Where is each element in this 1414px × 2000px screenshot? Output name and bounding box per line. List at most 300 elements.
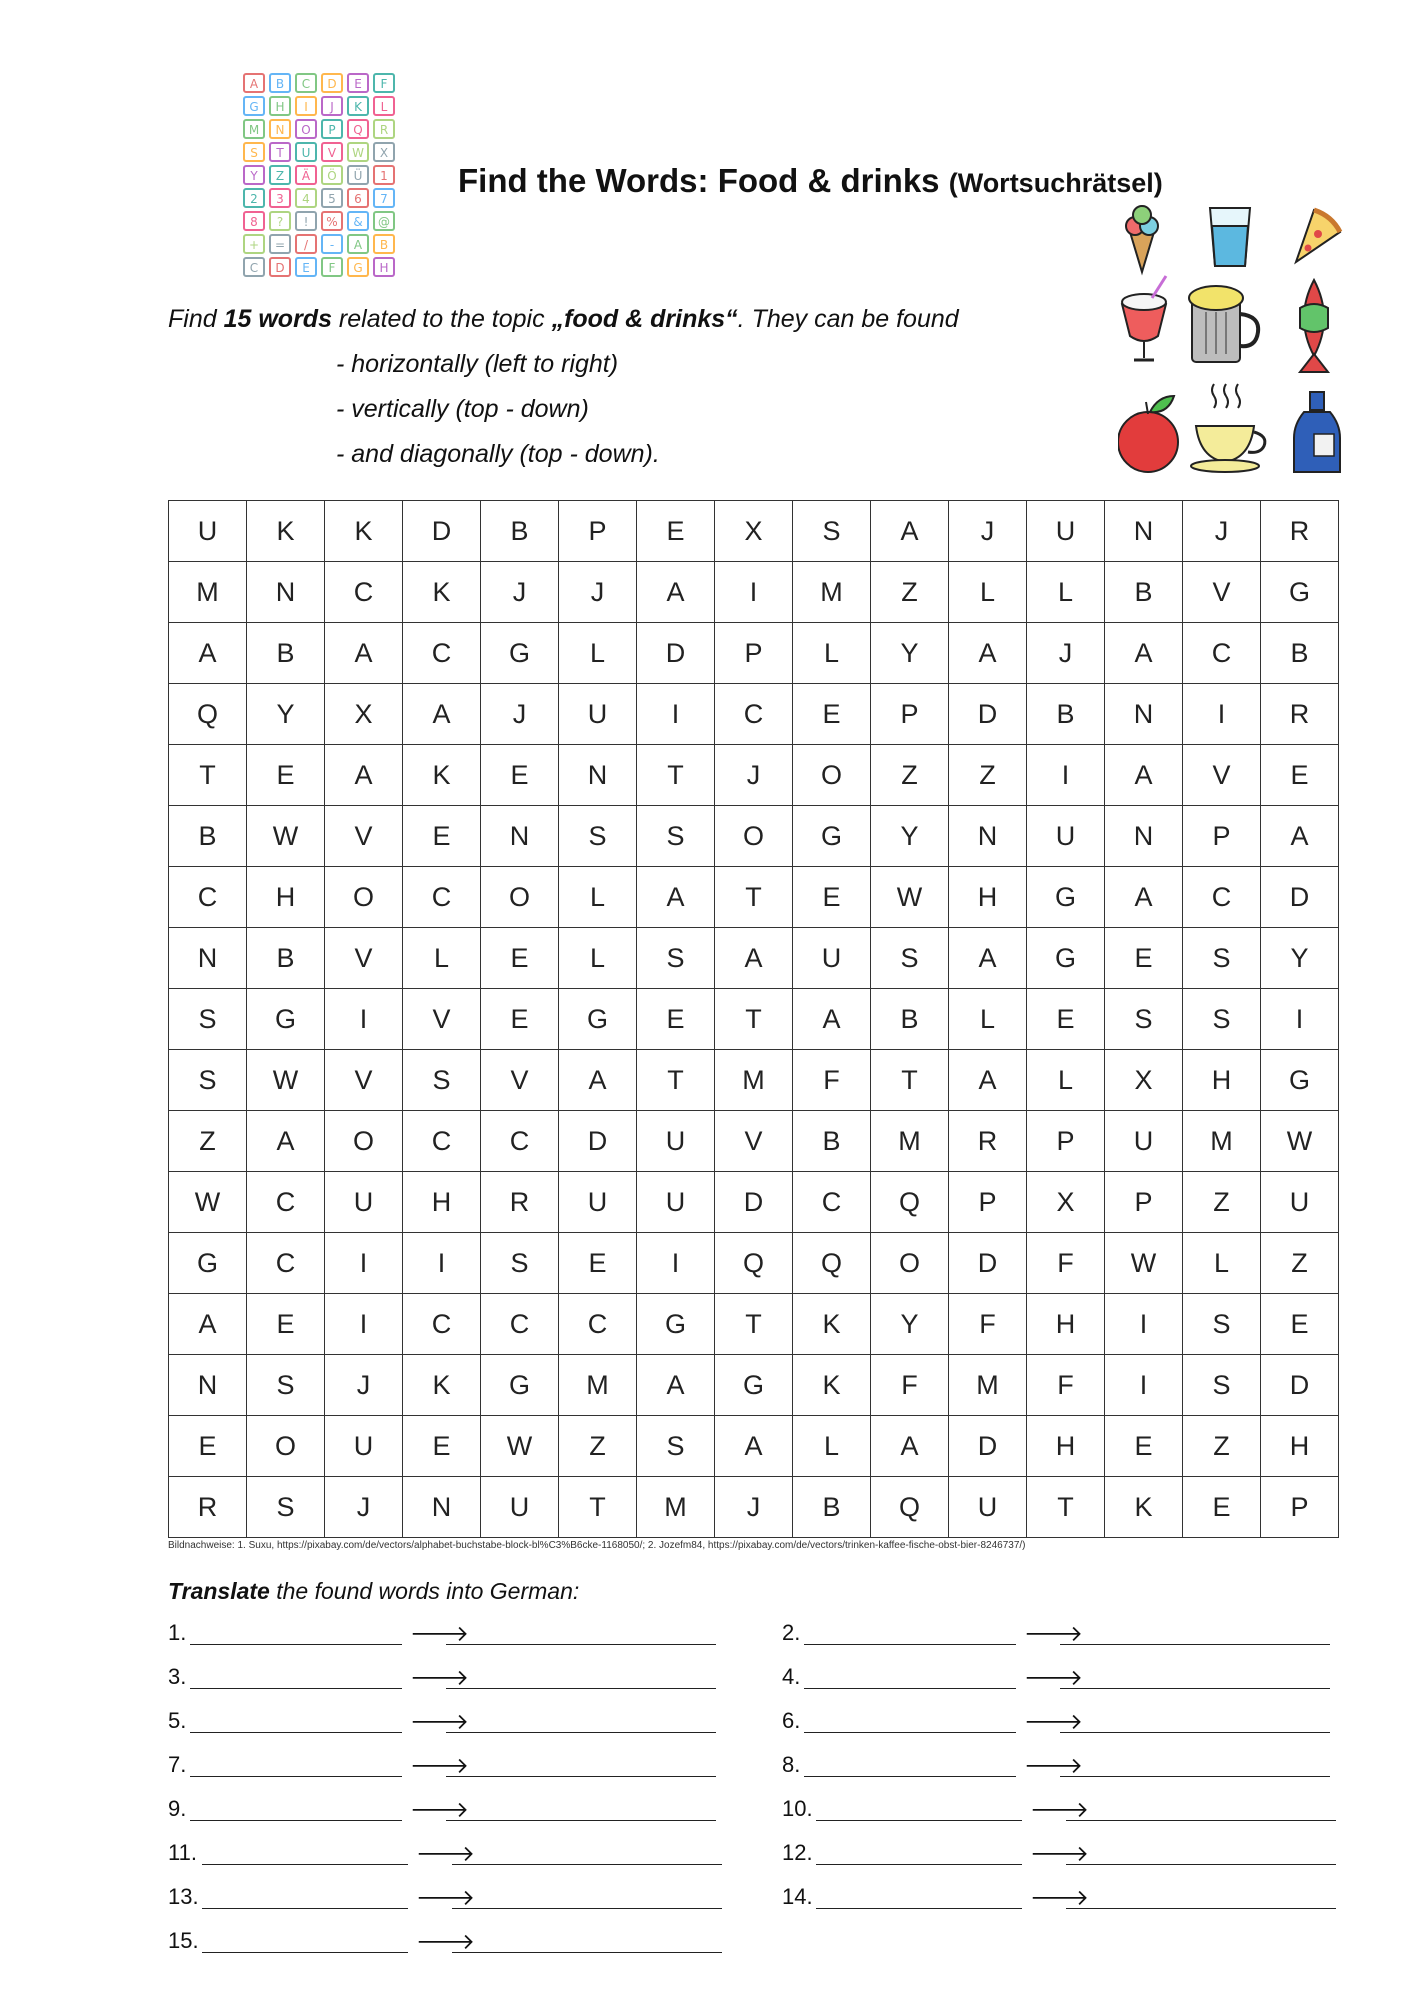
- grid-cell[interactable]: K: [247, 501, 325, 562]
- grid-cell[interactable]: J: [715, 745, 793, 806]
- grid-cell[interactable]: Z: [1261, 1233, 1339, 1294]
- grid-cell[interactable]: E: [481, 989, 559, 1050]
- english-word-blank[interactable]: [202, 1864, 408, 1865]
- grid-cell[interactable]: J: [325, 1477, 403, 1538]
- grid-cell[interactable]: N: [559, 745, 637, 806]
- grid-cell[interactable]: H: [247, 867, 325, 928]
- grid-cell[interactable]: A: [325, 623, 403, 684]
- grid-cell[interactable]: Y: [871, 806, 949, 867]
- grid-cell[interactable]: B: [793, 1477, 871, 1538]
- grid-cell[interactable]: N: [1105, 684, 1183, 745]
- grid-cell[interactable]: O: [325, 1111, 403, 1172]
- grid-cell[interactable]: C: [403, 1111, 481, 1172]
- english-word-blank[interactable]: [816, 1820, 1022, 1821]
- grid-cell[interactable]: S: [637, 928, 715, 989]
- grid-cell[interactable]: E: [1105, 1416, 1183, 1477]
- grid-cell[interactable]: T: [715, 867, 793, 928]
- grid-cell[interactable]: T: [871, 1050, 949, 1111]
- grid-cell[interactable]: V: [1183, 562, 1261, 623]
- grid-cell[interactable]: A: [949, 1050, 1027, 1111]
- grid-cell[interactable]: A: [247, 1111, 325, 1172]
- grid-cell[interactable]: I: [1261, 989, 1339, 1050]
- grid-cell[interactable]: J: [481, 684, 559, 745]
- german-word-blank[interactable]: [1066, 1908, 1336, 1909]
- grid-cell[interactable]: C: [1183, 867, 1261, 928]
- grid-cell[interactable]: G: [715, 1355, 793, 1416]
- grid-cell[interactable]: F: [1027, 1355, 1105, 1416]
- grid-cell[interactable]: U: [1027, 501, 1105, 562]
- german-word-blank[interactable]: [1060, 1732, 1330, 1733]
- grid-cell[interactable]: R: [1261, 501, 1339, 562]
- grid-cell[interactable]: O: [247, 1416, 325, 1477]
- grid-cell[interactable]: L: [793, 623, 871, 684]
- german-word-blank[interactable]: [446, 1776, 716, 1777]
- grid-cell[interactable]: J: [715, 1477, 793, 1538]
- english-word-blank[interactable]: [202, 1952, 408, 1953]
- grid-cell[interactable]: T: [559, 1477, 637, 1538]
- grid-cell[interactable]: A: [403, 684, 481, 745]
- grid-cell[interactable]: W: [247, 806, 325, 867]
- grid-cell[interactable]: Z: [1183, 1416, 1261, 1477]
- grid-cell[interactable]: I: [1105, 1294, 1183, 1355]
- grid-cell[interactable]: O: [325, 867, 403, 928]
- grid-cell[interactable]: L: [1027, 562, 1105, 623]
- grid-cell[interactable]: U: [169, 501, 247, 562]
- grid-cell[interactable]: K: [403, 1355, 481, 1416]
- grid-cell[interactable]: U: [325, 1416, 403, 1477]
- english-word-blank[interactable]: [190, 1776, 402, 1777]
- grid-cell[interactable]: E: [403, 1416, 481, 1477]
- grid-cell[interactable]: T: [637, 1050, 715, 1111]
- grid-cell[interactable]: S: [1183, 1294, 1261, 1355]
- grid-cell[interactable]: A: [1105, 745, 1183, 806]
- grid-cell[interactable]: P: [1027, 1111, 1105, 1172]
- german-word-blank[interactable]: [1060, 1688, 1330, 1689]
- grid-cell[interactable]: T: [637, 745, 715, 806]
- english-word-blank[interactable]: [190, 1820, 402, 1821]
- grid-cell[interactable]: M: [169, 562, 247, 623]
- svg-text:D: D: [327, 77, 337, 91]
- grid-cell[interactable]: W: [871, 867, 949, 928]
- german-word-blank[interactable]: [452, 1864, 722, 1865]
- grid-cell[interactable]: E: [1105, 928, 1183, 989]
- grid-cell[interactable]: B: [871, 989, 949, 1050]
- grid-cell[interactable]: D: [949, 1416, 1027, 1477]
- grid-cell[interactable]: S: [169, 989, 247, 1050]
- grid-cell[interactable]: S: [793, 501, 871, 562]
- german-word-blank[interactable]: [446, 1644, 716, 1645]
- grid-cell[interactable]: B: [481, 501, 559, 562]
- grid-cell[interactable]: M: [637, 1477, 715, 1538]
- grid-cell[interactable]: H: [1183, 1050, 1261, 1111]
- grid-cell[interactable]: V: [325, 806, 403, 867]
- grid-cell[interactable]: S: [247, 1477, 325, 1538]
- german-word-blank[interactable]: [446, 1820, 716, 1821]
- grid-cell[interactable]: D: [715, 1172, 793, 1233]
- grid-cell[interactable]: E: [793, 684, 871, 745]
- grid-cell[interactable]: E: [403, 806, 481, 867]
- grid-cell[interactable]: B: [169, 806, 247, 867]
- grid-cell[interactable]: K: [793, 1294, 871, 1355]
- grid-cell[interactable]: E: [637, 989, 715, 1050]
- grid-cell[interactable]: S: [559, 806, 637, 867]
- grid-cell[interactable]: U: [1105, 1111, 1183, 1172]
- grid-cell[interactable]: C: [403, 867, 481, 928]
- grid-cell[interactable]: P: [1183, 806, 1261, 867]
- svg-text:O: O: [301, 123, 311, 137]
- grid-cell[interactable]: Z: [871, 562, 949, 623]
- grid-cell[interactable]: M: [559, 1355, 637, 1416]
- grid-cell[interactable]: E: [793, 867, 871, 928]
- answer-number: 3.: [168, 1664, 187, 1689]
- grid-cell[interactable]: E: [481, 745, 559, 806]
- grid-cell[interactable]: U: [559, 684, 637, 745]
- grid-cell[interactable]: B: [793, 1111, 871, 1172]
- grid-cell[interactable]: T: [715, 1294, 793, 1355]
- grid-cell[interactable]: Y: [1261, 928, 1339, 989]
- grid-cell[interactable]: S: [169, 1050, 247, 1111]
- grid-cell[interactable]: A: [169, 623, 247, 684]
- grid-cell[interactable]: J: [325, 1355, 403, 1416]
- grid-cell[interactable]: R: [1261, 684, 1339, 745]
- grid-cell[interactable]: N: [169, 1355, 247, 1416]
- grid-cell[interactable]: Z: [949, 745, 1027, 806]
- grid-cell[interactable]: C: [247, 1172, 325, 1233]
- grid-cell[interactable]: V: [325, 928, 403, 989]
- grid-cell[interactable]: A: [871, 1416, 949, 1477]
- grid-cell[interactable]: E: [1261, 1294, 1339, 1355]
- grid-cell[interactable]: A: [949, 623, 1027, 684]
- english-word-blank[interactable]: [804, 1776, 1016, 1777]
- grid-cell[interactable]: E: [169, 1416, 247, 1477]
- grid-row: [169, 1233, 1339, 1294]
- grid-cell[interactable]: E: [559, 1233, 637, 1294]
- grid-cell[interactable]: N: [481, 806, 559, 867]
- grid-cell[interactable]: G: [1261, 1050, 1339, 1111]
- grid-cell[interactable]: G: [247, 989, 325, 1050]
- grid-cell[interactable]: C: [1183, 623, 1261, 684]
- grid-cell[interactable]: E: [481, 928, 559, 989]
- german-word-blank[interactable]: [452, 1908, 722, 1909]
- english-word-blank[interactable]: [816, 1864, 1022, 1865]
- grid-cell[interactable]: J: [481, 562, 559, 623]
- grid-cell[interactable]: O: [871, 1233, 949, 1294]
- grid-cell[interactable]: P: [715, 623, 793, 684]
- grid-cell[interactable]: K: [793, 1355, 871, 1416]
- grid-cell[interactable]: H: [949, 867, 1027, 928]
- grid-cell[interactable]: M: [793, 562, 871, 623]
- grid-cell[interactable]: T: [715, 989, 793, 1050]
- grid-cell[interactable]: Z: [871, 745, 949, 806]
- beer-mug-icon: [1189, 286, 1258, 362]
- grid-cell[interactable]: O: [793, 745, 871, 806]
- grid-cell[interactable]: U: [559, 1172, 637, 1233]
- fish-icon: [1300, 280, 1328, 372]
- grid-cell[interactable]: U: [949, 1477, 1027, 1538]
- grid-cell[interactable]: C: [793, 1172, 871, 1233]
- grid-cell[interactable]: G: [559, 989, 637, 1050]
- grid-cell[interactable]: V: [325, 1050, 403, 1111]
- grid-cell[interactable]: L: [559, 928, 637, 989]
- grid-cell[interactable]: H: [1027, 1416, 1105, 1477]
- english-word-blank[interactable]: [804, 1688, 1016, 1689]
- grid-cell[interactable]: L: [949, 989, 1027, 1050]
- grid-cell[interactable]: D: [637, 623, 715, 684]
- grid-cell[interactable]: L: [1027, 1050, 1105, 1111]
- grid-cell[interactable]: W: [247, 1050, 325, 1111]
- grid-cell[interactable]: M: [871, 1111, 949, 1172]
- grid-cell[interactable]: E: [1183, 1477, 1261, 1538]
- grid-cell[interactable]: U: [481, 1477, 559, 1538]
- grid-cell[interactable]: I: [637, 684, 715, 745]
- grid-cell[interactable]: D: [949, 684, 1027, 745]
- grid-cell[interactable]: A: [637, 562, 715, 623]
- grid-cell[interactable]: C: [559, 1294, 637, 1355]
- grid-cell[interactable]: N: [1105, 806, 1183, 867]
- grid-cell[interactable]: Y: [247, 684, 325, 745]
- english-word-blank[interactable]: [804, 1644, 1016, 1645]
- grid-cell[interactable]: I: [325, 1294, 403, 1355]
- german-word-blank[interactable]: [446, 1732, 716, 1733]
- grid-cell[interactable]: A: [1105, 623, 1183, 684]
- english-word-blank[interactable]: [190, 1732, 402, 1733]
- english-word-blank[interactable]: [816, 1908, 1022, 1909]
- grid-cell[interactable]: G: [481, 1355, 559, 1416]
- grid-cell[interactable]: Q: [871, 1172, 949, 1233]
- english-word-blank[interactable]: [202, 1908, 408, 1909]
- grid-cell[interactable]: A: [1105, 867, 1183, 928]
- german-word-blank[interactable]: [1066, 1864, 1336, 1865]
- grid-cell[interactable]: I: [403, 1233, 481, 1294]
- grid-cell[interactable]: I: [1183, 684, 1261, 745]
- grid-cell[interactable]: J: [949, 501, 1027, 562]
- grid-cell[interactable]: S: [1183, 1355, 1261, 1416]
- grid-cell[interactable]: M: [1183, 1111, 1261, 1172]
- grid-cell[interactable]: N: [949, 806, 1027, 867]
- arrow-right-icon: 🡒: [410, 1709, 469, 1734]
- grid-cell[interactable]: U: [1261, 1172, 1339, 1233]
- english-word-blank[interactable]: [190, 1644, 402, 1645]
- grid-cell[interactable]: A: [637, 1355, 715, 1416]
- grid-cell[interactable]: A: [559, 1050, 637, 1111]
- grid-cell[interactable]: U: [637, 1111, 715, 1172]
- grid-cell[interactable]: F: [949, 1294, 1027, 1355]
- grid-cell[interactable]: W: [1105, 1233, 1183, 1294]
- grid-cell[interactable]: I: [325, 989, 403, 1050]
- grid-cell[interactable]: T: [169, 745, 247, 806]
- grid-cell[interactable]: L: [559, 867, 637, 928]
- grid-cell[interactable]: X: [715, 501, 793, 562]
- grid-cell[interactable]: U: [793, 928, 871, 989]
- grid-cell[interactable]: A: [715, 1416, 793, 1477]
- grid-cell[interactable]: C: [481, 1294, 559, 1355]
- grid-cell[interactable]: I: [637, 1233, 715, 1294]
- grid-cell[interactable]: J: [1027, 623, 1105, 684]
- arrow-right-icon: 🡒: [416, 1885, 475, 1910]
- grid-cell[interactable]: W: [1261, 1111, 1339, 1172]
- grid-cell[interactable]: A: [637, 867, 715, 928]
- german-word-blank[interactable]: [1060, 1776, 1330, 1777]
- grid-cell[interactable]: I: [1105, 1355, 1183, 1416]
- svg-text:-: -: [329, 238, 335, 252]
- grid-cell[interactable]: E: [1027, 989, 1105, 1050]
- grid-cell[interactable]: L: [1183, 1233, 1261, 1294]
- letter-block: [322, 212, 342, 230]
- grid-cell[interactable]: A: [793, 989, 871, 1050]
- grid-cell[interactable]: D: [559, 1111, 637, 1172]
- grid-cell[interactable]: V: [481, 1050, 559, 1111]
- grid-cell[interactable]: F: [871, 1355, 949, 1416]
- grid-cell[interactable]: S: [1183, 989, 1261, 1050]
- grid-cell[interactable]: B: [1027, 684, 1105, 745]
- grid-cell[interactable]: A: [325, 745, 403, 806]
- grid-cell[interactable]: D: [403, 501, 481, 562]
- grid-cell[interactable]: S: [871, 928, 949, 989]
- grid-cell[interactable]: K: [325, 501, 403, 562]
- grid-cell[interactable]: B: [1261, 623, 1339, 684]
- grid-cell[interactable]: T: [1027, 1477, 1105, 1538]
- grid-cell[interactable]: A: [871, 501, 949, 562]
- german-word-blank[interactable]: [446, 1688, 716, 1689]
- german-word-blank[interactable]: [1060, 1644, 1330, 1645]
- grid-cell[interactable]: F: [793, 1050, 871, 1111]
- grid-cell[interactable]: H: [1027, 1294, 1105, 1355]
- grid-cell[interactable]: B: [1105, 562, 1183, 623]
- grid-cell[interactable]: G: [793, 806, 871, 867]
- grid-cell[interactable]: E: [247, 745, 325, 806]
- grid-cell[interactable]: A: [169, 1294, 247, 1355]
- grid-cell[interactable]: S: [1183, 928, 1261, 989]
- grid-cell[interactable]: B: [247, 928, 325, 989]
- grid-cell[interactable]: E: [1261, 745, 1339, 806]
- grid-cell[interactable]: G: [481, 623, 559, 684]
- grid-cell[interactable]: P: [1261, 1477, 1339, 1538]
- grid-cell[interactable]: S: [247, 1355, 325, 1416]
- grid-cell[interactable]: S: [481, 1233, 559, 1294]
- grid-cell[interactable]: O: [481, 867, 559, 928]
- grid-cell[interactable]: S: [403, 1050, 481, 1111]
- grid-cell[interactable]: B: [247, 623, 325, 684]
- grid-cell[interactable]: P: [1105, 1172, 1183, 1233]
- grid-cell[interactable]: L: [949, 562, 1027, 623]
- grid-cell[interactable]: Q: [871, 1477, 949, 1538]
- grid-cell[interactable]: H: [1261, 1416, 1339, 1477]
- grid-cell[interactable]: G: [1027, 867, 1105, 928]
- grid-cell[interactable]: Q: [715, 1233, 793, 1294]
- grid-cell[interactable]: K: [403, 562, 481, 623]
- grid-cell[interactable]: C: [169, 867, 247, 928]
- grid-cell[interactable]: A: [949, 928, 1027, 989]
- grid-cell[interactable]: H: [403, 1172, 481, 1233]
- grid-cell[interactable]: V: [1183, 745, 1261, 806]
- german-word-blank[interactable]: [452, 1952, 722, 1953]
- english-word-blank[interactable]: [190, 1688, 402, 1689]
- grid-cell[interactable]: W: [481, 1416, 559, 1477]
- grid-cell[interactable]: K: [1105, 1477, 1183, 1538]
- grid-cell[interactable]: U: [637, 1172, 715, 1233]
- grid-cell[interactable]: V: [403, 989, 481, 1050]
- grid-cell[interactable]: G: [1027, 928, 1105, 989]
- translate-rest: the found words into German:: [269, 1578, 580, 1604]
- grid-cell[interactable]: J: [559, 562, 637, 623]
- grid-cell[interactable]: D: [1261, 867, 1339, 928]
- grid-cell[interactable]: M: [949, 1355, 1027, 1416]
- grid-cell[interactable]: N: [1105, 501, 1183, 562]
- grid-cell[interactable]: O: [715, 806, 793, 867]
- grid-cell[interactable]: F: [1027, 1233, 1105, 1294]
- grid-cell[interactable]: R: [949, 1111, 1027, 1172]
- grid-cell[interactable]: Z: [169, 1111, 247, 1172]
- grid-cell[interactable]: Y: [871, 623, 949, 684]
- grid-cell[interactable]: Z: [1183, 1172, 1261, 1233]
- grid-cell[interactable]: C: [403, 623, 481, 684]
- grid-cell[interactable]: P: [871, 684, 949, 745]
- arrow-right-icon: 🡒: [1030, 1797, 1089, 1822]
- grid-cell[interactable]: W: [169, 1172, 247, 1233]
- grid-cell[interactable]: C: [247, 1233, 325, 1294]
- grid-cell[interactable]: X: [1027, 1172, 1105, 1233]
- grid-cell[interactable]: L: [793, 1416, 871, 1477]
- grid-cell[interactable]: C: [715, 684, 793, 745]
- grid-cell[interactable]: U: [1027, 806, 1105, 867]
- grid-cell[interactable]: J: [1183, 501, 1261, 562]
- grid-cell[interactable]: I: [1027, 745, 1105, 806]
- grid-cell[interactable]: E: [247, 1294, 325, 1355]
- grid-cell[interactable]: S: [1105, 989, 1183, 1050]
- grid-cell[interactable]: S: [637, 806, 715, 867]
- grid-cell[interactable]: L: [559, 623, 637, 684]
- grid-cell[interactable]: Q: [169, 684, 247, 745]
- grid-cell[interactable]: R: [481, 1172, 559, 1233]
- german-word-blank[interactable]: [1066, 1820, 1336, 1821]
- grid-cell[interactable]: N: [169, 928, 247, 989]
- coffee-cup-icon: [1191, 384, 1265, 472]
- grid-cell[interactable]: C: [403, 1294, 481, 1355]
- svg-text:!: !: [303, 215, 309, 229]
- grid-cell[interactable]: G: [1261, 562, 1339, 623]
- grid-cell[interactable]: S: [637, 1416, 715, 1477]
- grid-cell[interactable]: M: [715, 1050, 793, 1111]
- grid-cell[interactable]: Y: [871, 1294, 949, 1355]
- grid-cell[interactable]: N: [403, 1477, 481, 1538]
- english-word-blank[interactable]: [804, 1732, 1016, 1733]
- grid-cell[interactable]: I: [325, 1233, 403, 1294]
- grid-cell[interactable]: P: [559, 501, 637, 562]
- grid-cell[interactable]: K: [403, 745, 481, 806]
- grid-cell[interactable]: C: [325, 562, 403, 623]
- grid-cell[interactable]: L: [403, 928, 481, 989]
- grid-cell[interactable]: D: [949, 1233, 1027, 1294]
- grid-cell[interactable]: A: [715, 928, 793, 989]
- grid-cell[interactable]: C: [481, 1111, 559, 1172]
- grid-cell[interactable]: I: [715, 562, 793, 623]
- grid-cell[interactable]: A: [1261, 806, 1339, 867]
- grid-cell[interactable]: U: [325, 1172, 403, 1233]
- grid-cell[interactable]: V: [715, 1111, 793, 1172]
- grid-cell[interactable]: N: [247, 562, 325, 623]
- grid-cell[interactable]: D: [1261, 1355, 1339, 1416]
- grid-cell[interactable]: G: [169, 1233, 247, 1294]
- grid-cell[interactable]: G: [637, 1294, 715, 1355]
- grid-cell[interactable]: Q: [793, 1233, 871, 1294]
- grid-cell[interactable]: E: [637, 501, 715, 562]
- grid-cell[interactable]: Z: [559, 1416, 637, 1477]
- grid-cell[interactable]: X: [325, 684, 403, 745]
- grid-cell[interactable]: R: [169, 1477, 247, 1538]
- grid-cell[interactable]: P: [949, 1172, 1027, 1233]
- svg-text:7: 7: [380, 192, 388, 206]
- grid-cell[interactable]: X: [1105, 1050, 1183, 1111]
